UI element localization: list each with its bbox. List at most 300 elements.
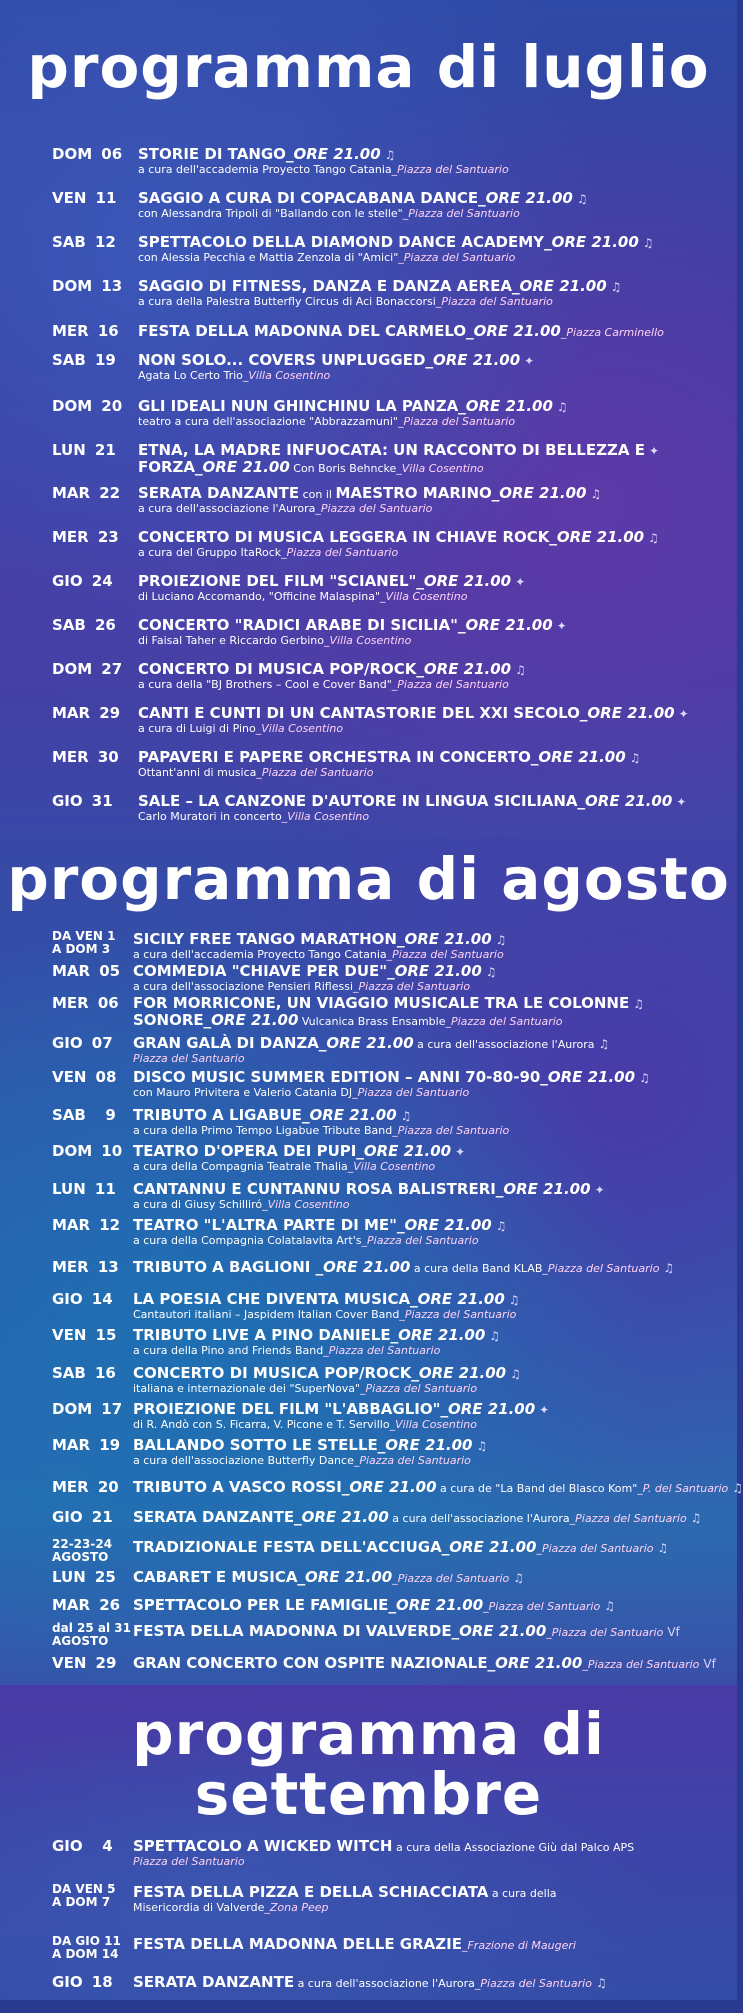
- event-row: [0, 441, 737, 481]
- event-day-number: 21: [94, 441, 116, 459]
- event-title-cont: FORZA: [138, 458, 196, 476]
- event-row: [0, 1142, 737, 1182]
- event-organizer: Ottant'anni di musica: [138, 766, 257, 779]
- event-title-line: [133, 1654, 716, 1674]
- event-row: [0, 994, 737, 1034]
- event-date-line1: DA VEN 1: [52, 929, 116, 943]
- event-date: [52, 572, 113, 590]
- event-subtitle: [138, 369, 330, 382]
- section-september: [0, 1685, 737, 2000]
- event-title-line: [133, 930, 506, 949]
- event-row: [0, 397, 737, 437]
- event-day: VEN: [52, 1326, 87, 1344]
- event-day: GIO: [52, 1034, 83, 1052]
- event-subtitle: [133, 1160, 435, 1173]
- event-organizer: a cura dell'associazione Butterfly Dance: [133, 1454, 354, 1467]
- event-title: TRADIZIONALE FESTA DELL'ACCIUGA: [133, 1538, 442, 1556]
- event-date-line2: AGOSTO: [52, 1634, 109, 1648]
- event-day-number: 19: [99, 1436, 121, 1454]
- event-day: SAB: [52, 616, 86, 634]
- event-note: Con Boris Behncke: [289, 462, 397, 475]
- event-date: [52, 1622, 131, 1648]
- event-day-number: 13: [101, 277, 123, 295]
- event-time: _ORE 21.00: [491, 484, 587, 502]
- event-title: SPETTACOLO DELLA DIAMOND DANCE ACADEMY: [138, 233, 545, 251]
- event-icon: ♫: [485, 965, 497, 979]
- event-title: CANTI E CUNTI DI UN CANTASTORIE DEL XXI SECOLO: [138, 704, 580, 722]
- event-icon: ✦: [594, 1183, 605, 1197]
- event-icon: ✦: [678, 707, 689, 721]
- event-date: [52, 1973, 113, 1991]
- event-time: _ORE 21.00: [297, 1568, 393, 1586]
- event-location: Piazza del Santuario: [133, 1855, 245, 1868]
- event-organizer: con Alessandra Tripoli di "Ballando con le stelle": [138, 207, 403, 220]
- event-title: SALE – LA CANZONE D'AUTORE IN LINGUA SICILIANA: [138, 792, 578, 810]
- event-location: _Piazza del Santuario: [391, 163, 509, 176]
- event-time: _ORE 21.00: [478, 189, 573, 207]
- event-date: [52, 1326, 116, 1344]
- event-date: [52, 1654, 116, 1672]
- event-row: [0, 1290, 737, 1330]
- event-day: DOM: [52, 277, 93, 295]
- event-time: _ORE 21.00: [387, 962, 482, 980]
- event-subtitle: [138, 295, 553, 308]
- event-icon: ♫: [732, 1481, 743, 1495]
- event-title-line: [133, 1290, 520, 1309]
- event-day-number: 17: [101, 1400, 123, 1418]
- event-title: TRIBUTO A LIGABUE: [133, 1106, 302, 1124]
- event-row: [0, 1935, 737, 1975]
- event-icon: ✦: [455, 1145, 466, 1159]
- event-title: FESTA DELLA MADONNA DEL CARMELO: [138, 322, 467, 340]
- event-icon: ✦: [539, 1403, 550, 1417]
- event-time: _ORE 21.00: [396, 930, 492, 948]
- event-icon: ♫: [648, 531, 659, 545]
- event-row: [0, 484, 737, 524]
- event-row: [0, 1973, 737, 2013]
- event-date: [52, 397, 122, 415]
- event-title: SAGGIO DI FITNESS, DANZA E DANZA AEREA: [138, 277, 512, 295]
- event-title: PROIEZIONE DEL FILM "L'ABBAGLIO": [133, 1400, 441, 1418]
- event-title: LA POESIA CHE DIVENTA MUSICA: [133, 1290, 411, 1308]
- event-row: [0, 1883, 737, 1923]
- event-title: FESTA DELLA PIZZA E DELLA SCHIACCIATA: [133, 1883, 489, 1901]
- event-title: CONCERTO DI MUSICA POP/ROCK: [133, 1364, 412, 1382]
- event-day: MER: [52, 748, 89, 766]
- event-day: DOM: [52, 1400, 93, 1418]
- event-day-number: 16: [94, 1364, 116, 1382]
- event-location: _Piazza del Santuario: [315, 502, 433, 515]
- event-icon: Vf: [667, 1625, 680, 1639]
- event-time: _ORE 21.00: [487, 1654, 583, 1672]
- event-location: _Piazza del Santuario: [582, 1658, 700, 1671]
- event-day-number: 11: [95, 189, 117, 207]
- event-row: [0, 1400, 737, 1440]
- event-subtitle: [133, 980, 470, 993]
- event-title-line: [138, 748, 640, 767]
- event-location: _P. del Santuario: [637, 1482, 729, 1495]
- event-icon: ♫: [384, 148, 396, 162]
- event-day: MAR: [52, 484, 91, 502]
- event-subtitle: [133, 1418, 477, 1431]
- event-time: _ORE 21.00: [540, 1068, 636, 1086]
- event-day-number: 11: [94, 1180, 116, 1198]
- event-location: _Piazza del Santuario: [392, 1572, 510, 1585]
- event-note: a cura de "La Band del Blasco Kom": [436, 1482, 638, 1495]
- event-title: TRIBUTO A VASCO ROSSI: [133, 1478, 342, 1496]
- event-date: [52, 351, 116, 369]
- event-note: con il: [299, 488, 336, 501]
- event-title-line: [133, 1596, 615, 1616]
- event-date-line1: 22-23-24: [52, 1537, 113, 1551]
- event-subtitle: [138, 163, 509, 176]
- event-title-line: [133, 1180, 605, 1199]
- event-date-line2: AGOSTO: [52, 1550, 109, 1564]
- event-title-cont: SONORE: [133, 1011, 204, 1029]
- event-title: SAGGIO A CURA DI COPACABANA DANCE: [138, 189, 479, 207]
- event-location: _Villa Cosentino: [323, 634, 412, 647]
- event-title: CABARET E MUSICA: [133, 1568, 298, 1586]
- event-subtitle: [138, 502, 432, 515]
- event-date-line1: dal 25 al 31: [52, 1621, 131, 1635]
- event-icon: ♫: [489, 1329, 501, 1343]
- event-icon: ♫: [400, 1109, 412, 1123]
- event-title: PAPAVERI E PAPERE ORCHESTRA IN CONCERTO: [138, 748, 531, 766]
- event-title: FESTA DELLA MADONNA DI VALVERDE: [133, 1622, 452, 1640]
- event-title-line: [138, 189, 588, 208]
- event-title: ETNA, LA MADRE INFUOCATA: UN RACCONTO DI BELLEZZA E: [138, 441, 645, 459]
- event-date: [52, 1508, 113, 1526]
- event-row: [0, 351, 737, 391]
- event-location: _Villa Cosentino: [242, 369, 331, 382]
- event-subtitle: [133, 1086, 469, 1099]
- event-day: MAR: [52, 1216, 91, 1234]
- event-day-number: 10: [101, 1142, 123, 1160]
- event-date: [52, 1106, 116, 1124]
- event-title-line: [133, 1508, 701, 1528]
- event-row: [0, 1216, 737, 1256]
- event-location: _Piazza Carminello: [560, 326, 664, 339]
- event-organizer: teatro a cura dell'associazione "Abbrazzamuni": [138, 415, 398, 428]
- event-icon: ♫: [663, 1261, 675, 1275]
- event-title: SERATA DANZANTE: [133, 1508, 295, 1526]
- event-organizer: Misericordia di Valverde: [133, 1901, 265, 1914]
- event-title-line: [138, 792, 686, 811]
- event-title-line: [133, 1106, 411, 1125]
- event-row: [0, 1837, 737, 1877]
- event-title-line2: [138, 458, 484, 478]
- event-organizer: di Faisal Taher e Riccardo Gerbino: [138, 634, 324, 647]
- event-date: [52, 748, 119, 766]
- event-day-number: 08: [95, 1068, 117, 1086]
- event-time: _ORE 21.00: [441, 1538, 537, 1556]
- event-title: TEATRO "L'ALTRA PARTE DI ME": [133, 1216, 397, 1234]
- event-day: MER: [52, 528, 89, 546]
- event-title: SERATA DANZANTE: [138, 484, 300, 502]
- event-day-number: 4: [102, 1837, 113, 1855]
- event-time: _ORE 21.00: [425, 351, 521, 369]
- event-title: CONCERTO DI MUSICA LEGGERA IN CHIAVE ROCK: [138, 528, 550, 546]
- event-time: _ORE 21.00: [458, 397, 553, 415]
- event-day: MAR: [52, 1436, 91, 1454]
- event-icon: ♫: [556, 400, 568, 414]
- event-title: TRIBUTO LIVE A PINO DANIELE: [133, 1326, 391, 1344]
- event-location: _Piazza del Santuario: [360, 1382, 478, 1395]
- event-day: LUN: [52, 441, 86, 459]
- event-time: _ORE 21.00: [294, 1508, 389, 1526]
- event-day: MER: [52, 994, 89, 1012]
- event-location: _Villa Cosentino: [281, 810, 370, 823]
- event-icon: Vf: [703, 1657, 716, 1671]
- event-row: [0, 1436, 737, 1476]
- event-time: _ORE 21.00: [457, 616, 553, 634]
- event-day-number: 21: [91, 1508, 113, 1526]
- event-location: _Zona Peep: [264, 1901, 329, 1914]
- event-row: [0, 1068, 737, 1108]
- event-subtitle: [138, 415, 515, 428]
- event-time: _ORE 21.00: [397, 1216, 492, 1234]
- event-time: _ORE 21.00: [203, 1011, 299, 1029]
- event-title-line: [138, 616, 567, 635]
- event-icon: ♫: [629, 751, 641, 765]
- event-title: CONCERTO "RADICI ARABE DI SICILIA": [138, 616, 458, 634]
- september-title-line2: settembre: [194, 1760, 543, 1828]
- section-august: [0, 838, 743, 1685]
- event-title: TEATRO D'OPERA DEI PUPI: [133, 1142, 357, 1160]
- event-row: [0, 748, 737, 788]
- event-subtitle: [138, 634, 411, 647]
- event-note: a cura della Associazione Giù dal Palco APS: [392, 1841, 635, 1854]
- event-day-number: 14: [91, 1290, 113, 1308]
- event-row: [0, 1364, 737, 1404]
- event-icon: ♫: [657, 1541, 669, 1555]
- event-row: [0, 1326, 737, 1366]
- event-title: STORIE DI TANGO: [138, 145, 286, 163]
- event-location: _Villa Cosentino: [380, 590, 468, 603]
- event-day: DOM: [52, 1142, 93, 1160]
- event-time: _ORE 21.00: [416, 572, 512, 590]
- event-date: [52, 1258, 119, 1276]
- event-time: _ORE 21.00: [577, 792, 673, 810]
- event-location: _Frazione di Maugeri: [461, 1939, 576, 1952]
- event-note: a cura della Band KLAB: [410, 1262, 543, 1275]
- event-note: a cura dell'associazione l'Aurora: [413, 1038, 595, 1051]
- event-organizer: a cura della "BJ Brothers – Cool e Cover Band": [138, 678, 392, 691]
- event-day-number: 18: [91, 1973, 113, 1991]
- event-icon: ♫: [604, 1599, 615, 1613]
- event-day: MAR: [52, 1596, 91, 1614]
- event-organizer: a cura della Primo Tempo Ligabue Tribute Band: [133, 1124, 393, 1137]
- event-title: PROIEZIONE DEL FILM "SCIANEL": [138, 572, 417, 590]
- event-title-line: [133, 1436, 487, 1455]
- event-subtitle: [133, 948, 504, 961]
- event-title-line2: [133, 1011, 563, 1031]
- event-date-line2: A DOM 7: [52, 1895, 111, 1909]
- event-icon: ♫: [633, 997, 644, 1011]
- event-row: [0, 660, 737, 700]
- event-day-number: 20: [101, 397, 123, 415]
- event-location: _Piazza del Santuario: [281, 546, 399, 559]
- event-organizer: a cura di Giusy Schilliró: [133, 1198, 263, 1211]
- event-day: GIO: [52, 572, 83, 590]
- august-title: programma di agosto: [7, 845, 730, 913]
- event-time: _ORE 21.00: [195, 458, 290, 476]
- event-organizer: Carlo Muratori in concerto: [138, 810, 282, 823]
- event-day-number: 07: [91, 1034, 113, 1052]
- event-organizer: di Luciano Accomando, "Officine Malaspina": [138, 590, 381, 603]
- event-organizer: a cura della Pino and Friends Band: [133, 1344, 324, 1357]
- july-title: programma di luglio: [27, 33, 710, 101]
- event-day: LUN: [52, 1568, 86, 1586]
- event-icon: ♫: [510, 1367, 521, 1381]
- event-icon: ✦: [676, 795, 687, 809]
- event-date: [52, 1568, 116, 1586]
- event-date-line2: A DOM 14: [52, 1947, 119, 1961]
- event-row: [0, 1106, 737, 1146]
- event-subtitle: [133, 1454, 471, 1467]
- event-title-line: [138, 528, 659, 547]
- event-title-line: [133, 1216, 506, 1235]
- event-date: [52, 1180, 116, 1198]
- event-title: TRIBUTO A BAGLIONI: [133, 1258, 316, 1276]
- event-row: [0, 792, 737, 832]
- event-location: _Piazza del Santuario: [361, 1234, 479, 1247]
- event-row: [0, 528, 737, 568]
- event-day-number: 13: [97, 1258, 119, 1276]
- event-day: SAB: [52, 351, 86, 369]
- event-date: [52, 322, 119, 340]
- event-location: _Piazza del Santuario: [398, 251, 516, 264]
- event-date: [52, 616, 116, 634]
- event-day-number: 25: [94, 1568, 116, 1586]
- event-location: _Piazza del Santuario: [386, 948, 504, 961]
- event-organizer: a cura dell'accademia Proyecto Tango Catania: [138, 163, 392, 176]
- event-time: _ORE 21.00: [549, 528, 645, 546]
- event-day: VEN: [52, 1068, 87, 1086]
- event-title-line: [133, 1973, 607, 1993]
- event-date: [52, 1400, 122, 1418]
- event-location: _Villa Cosentino: [396, 462, 484, 475]
- event-time: _ORE 21.00: [416, 660, 512, 678]
- event-note: a cura della: [488, 1887, 557, 1900]
- event-date: [52, 277, 122, 295]
- event-subtitle: [133, 1382, 477, 1395]
- event-day-number: 05: [99, 962, 121, 980]
- event-date: [52, 1837, 113, 1855]
- event-date: [52, 233, 116, 251]
- event-day: DOM: [52, 145, 93, 163]
- event-time: _ORE 21.00: [530, 748, 626, 766]
- event-day: MAR: [52, 962, 91, 980]
- event-title-line: [133, 1568, 524, 1588]
- event-icon: ♫: [513, 1571, 525, 1585]
- event-organizer: a cura di Luigi di Pino: [138, 722, 256, 735]
- event-title-line: [133, 1622, 680, 1642]
- event-day: SAB: [52, 1364, 86, 1382]
- event-organizer: Agata Lo Certo Trio: [138, 369, 243, 382]
- event-day: GIO: [52, 1508, 83, 1526]
- event-date: [52, 1935, 121, 1961]
- event-icon: ♫: [576, 192, 588, 206]
- event-day-number: 27: [101, 660, 123, 678]
- event-day-number: 31: [91, 792, 113, 810]
- event-icon: ♫: [495, 1219, 507, 1233]
- event-subtitle: [133, 1234, 479, 1247]
- event-day: MAR: [52, 704, 91, 722]
- event-time: _ORE 21.00: [285, 145, 381, 163]
- event-row: [0, 704, 737, 744]
- event-row: [0, 145, 737, 185]
- event-location: _Piazza del Santuario: [483, 1600, 601, 1613]
- event-location: _Piazza del Santuario: [569, 1512, 687, 1525]
- event-title-extra: MAESTRO MARINO: [335, 484, 492, 502]
- event-location: Piazza del Santuario: [133, 1052, 245, 1065]
- event-note: Vulcanica Brass Ensamble: [298, 1015, 446, 1028]
- event-row: [0, 277, 737, 317]
- event-organizer: a cura dell'associazione l'Aurora: [138, 502, 316, 515]
- event-date: [52, 528, 119, 546]
- event-time: _ORE 21.00: [511, 277, 607, 295]
- event-icon: ♫: [476, 1439, 488, 1453]
- event-time: _ORE 21.00: [544, 233, 639, 251]
- event-title-line: [133, 1883, 557, 1903]
- event-day: DOM: [52, 660, 93, 678]
- event-organizer: a cura dell'associazione Pensieri Riflessi: [133, 980, 353, 993]
- event-day-number: 9: [105, 1106, 116, 1124]
- event-time: _ORE 21.00: [377, 1436, 473, 1454]
- event-title: BALLANDO SOTTO LE STELLE: [133, 1436, 378, 1454]
- section-july: [0, 0, 737, 838]
- event-date: [52, 1883, 115, 1909]
- event-subtitle: [133, 1308, 516, 1321]
- event-subtitle: [133, 1052, 245, 1065]
- event-day-number: 29: [95, 1654, 117, 1672]
- event-day: SAB: [52, 233, 86, 251]
- event-organizer: con Alessia Pecchia e Mattia Zenzola di "Amici": [138, 251, 399, 264]
- event-day: VEN: [52, 1654, 87, 1672]
- event-date: [52, 792, 113, 810]
- event-time: _ORE 21.00: [440, 1400, 536, 1418]
- event-day: GIO: [52, 792, 83, 810]
- event-location: _Piazza del Santuario: [546, 1626, 664, 1639]
- event-date: [52, 1290, 113, 1308]
- event-location: _Piazza del Santuario: [435, 295, 553, 308]
- event-time: _ORE 21.00: [318, 1034, 414, 1052]
- event-date-line1: DA GIO 11: [52, 1934, 121, 1948]
- event-time: _ORE 21.00: [388, 1596, 484, 1614]
- event-title: FESTA DELLA MADONNA DELLE GRAZIE: [133, 1935, 462, 1953]
- event-title: NON SOLO... COVERS UNPLUGGED: [138, 351, 426, 369]
- event-subtitle: [133, 1124, 509, 1137]
- event-title-line: [133, 1935, 576, 1955]
- event-day-number: 19: [94, 351, 116, 369]
- event-title: SERATA DANZANTE: [133, 1973, 295, 1991]
- event-subtitle: [138, 251, 515, 264]
- event-day-number: 12: [99, 1216, 121, 1234]
- event-day: MER: [52, 322, 89, 340]
- event-note: a cura dell'associazione l'Aurora: [388, 1512, 570, 1525]
- event-day-number: 26: [99, 1596, 121, 1614]
- event-date: [52, 145, 122, 163]
- event-title: DISCO MUSIC SUMMER EDITION – ANNI 70-80-90: [133, 1068, 541, 1086]
- event-subtitle: [133, 1344, 440, 1357]
- event-location: _Piazza del Santuario: [352, 1086, 470, 1099]
- event-time: _ORE 21.00: [451, 1622, 547, 1640]
- event-title: CONCERTO DI MUSICA POP/ROCK: [138, 660, 417, 678]
- event-time: _ORE 21.00: [390, 1326, 486, 1344]
- event-date: [52, 962, 120, 980]
- event-day: GIO: [52, 1290, 83, 1308]
